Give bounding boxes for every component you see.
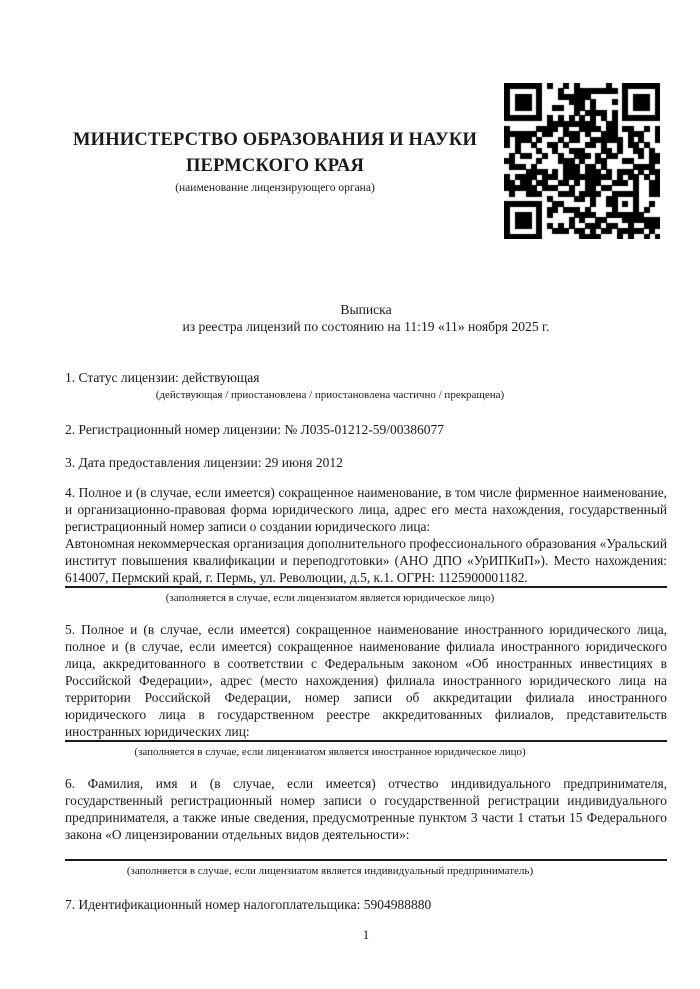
item-1-license-status: 1. Статус лицензии: действующая bbox=[65, 370, 260, 385]
document-title-line2: из реестра лицензий по состоянию на 11:19 «11» ноября 2025 г. bbox=[182, 319, 550, 334]
ministry-name-line1: МИНИСТЕРСТВО ОБРАЗОВАНИЯ И НАУКИ bbox=[72, 130, 478, 150]
item-4-legal-entity bbox=[65, 484, 667, 586]
document-title bbox=[65, 301, 667, 335]
licensing-authority-header bbox=[65, 127, 485, 195]
item-6-question: 6. Фамилия, имя и (в случае, если имеется) отчество индивидуального предпринимателя, государственный регистрационный номер записи о государственной регистрации индивидуального предпринимателя, а также иные сведения, предусмотренные пунктом 3 части 1 статьи 15 Федерального закона «О лицензировании отдельных видов деятельности»: bbox=[65, 776, 667, 842]
ministry-name-caption: (наименование лицензирующего органа) bbox=[175, 182, 375, 194]
item-5-question: 5. Полное и (в случае, если имеется) сокращенное наименование иностранного юридического лица, полное и (в случае, если имеется) сокращенное наименование филиала иностранного юридического лица, аккредитованного в соответствии с Федеральным законом «Об иностранных инвестициях в Российской Федерации», адрес (место нахождения) филиала иностранного юридического лица на территории Российской Федерации, номер записи об аккредитации филиала иностранного юридического лица в государственном реестре аккредитованных филиалов, представительств иностранных юридических лиц: bbox=[65, 622, 667, 739]
item-4-answer: Автономная некоммерческая организация дополнительного профессионального образования «Уральский институт повышения квалификации и переподготовки» (АНО ДПО «УрИПКиП»). Место нахождения: 614007, Пермский край, г. Пермь, ул. Революции, д.5, к.1. ОГРН: 1125900001182. bbox=[65, 536, 667, 585]
item-2-registration-number: 2. Регистрационный номер лицензии: № Л035-01212-59/00386077 bbox=[65, 422, 445, 437]
item-4-caption: (заполняется в случае, если лицензиатом является юридическое лицо) bbox=[165, 592, 495, 604]
page-number: 1 bbox=[362, 927, 370, 942]
item-6-individual-entrepreneur bbox=[65, 775, 667, 843]
item-5-foreign-entity bbox=[65, 621, 667, 740]
item-4-question: 4. Полное и (в случае, если имеется) сокращенное наименование, в том числе фирменное наименование, и организационно-правовая форма юридического лица, адрес его места нахождения, государственный регистрационный номер записи о создании юридического лица: bbox=[65, 485, 667, 534]
item-5-underline bbox=[65, 740, 667, 742]
item-5-caption: (заполняется в случае, если лицензиатом является иностранное юридическое лицо) bbox=[134, 746, 526, 758]
item-6-caption: (заполняется в случае, если лицензиатом является индивидуальный предприниматель) bbox=[126, 865, 534, 877]
ministry-name-line2: ПЕРМСКОГО КРАЯ bbox=[185, 156, 365, 176]
qr-code bbox=[504, 83, 660, 239]
item-3-license-date: 3. Дата предоставления лицензии: 29 июня 2012 bbox=[65, 455, 343, 470]
item-6-underline bbox=[65, 859, 667, 861]
item-4-underline bbox=[65, 586, 667, 588]
item-7-taxpayer-number: 7. Идентификационный номер налогоплательщика: 5904988880 bbox=[65, 897, 432, 912]
item-1-caption: (действующая / приостановлена / приостановлена частично / прекращена) bbox=[155, 389, 505, 401]
document-title-line1: Выписка bbox=[340, 302, 392, 317]
